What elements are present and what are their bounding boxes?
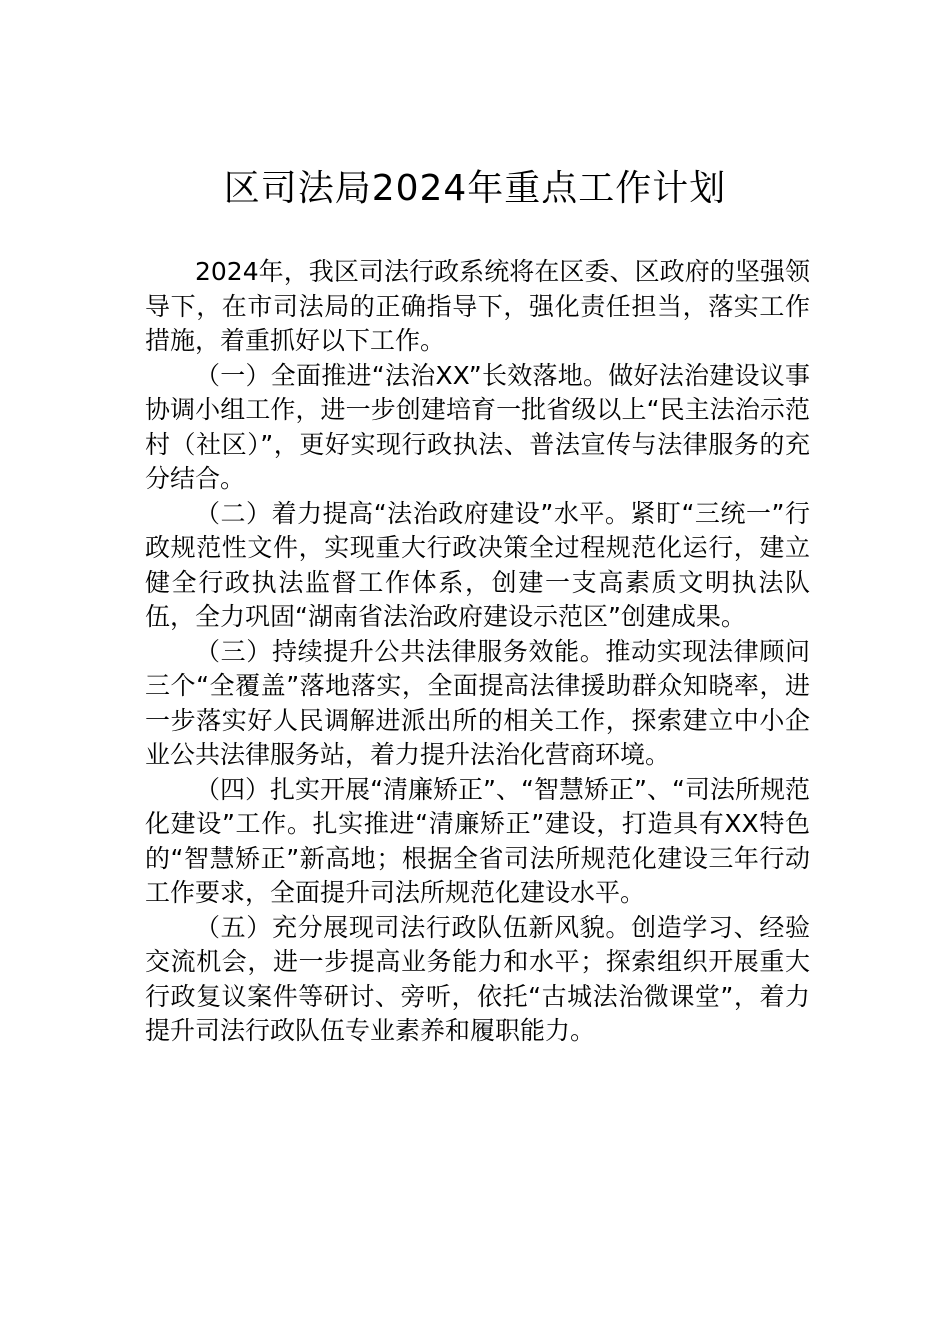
paragraph-section-1: （一）全面推进“法治XX”长效落地。做好法治建设议事协调小组工作，进一步创建培育一批省级以上“民主法治示范村（社区）”，更好实现行政执法、普法宣传与法律服务的充分结合。 <box>145 360 810 493</box>
paragraph-intro: 2024年，我区司法行政系统将在区委、区政府的坚强领导下，在市司法局的正确指导下，强化责任担当，落实工作措施，着重抓好以下工作。 <box>145 257 810 355</box>
document-title: 区司法局2024年重点工作计划 <box>223 168 727 209</box>
paragraph-section-5: （五）充分展现司法行政队伍新风貌。创造学习、经验交流机会，进一步提高业务能力和水平；探索组织开展重大行政复议案件等研讨、旁听，依托“古城法治微课堂”，着力提升司法行政队伍专业素养和履职能力。 <box>145 912 810 1045</box>
document-body <box>145 255 810 1049</box>
paragraph-section-2: （二）着力提高“法治政府建设”水平。紧盯“三统一”行政规范性文件，实现重大行政决策全过程规范化运行，建立健全行政执法监督工作体系，创建一支高素质文明执法队伍，全力巩固“湖南省法治政府建设示范区”创建成果。 <box>145 498 810 631</box>
paragraph-section-3: （三）持续提升公共法律服务效能。推动实现法律顾问三个“全覆盖”落地落实，全面提高法律援助群众知晓率，进一步落实好人民调解进派出所的相关工作，探索建立中小企业公共法律服务站，着力提升法治化营商环境。 <box>145 636 810 769</box>
paragraph-section-4: （四）扎实开展“清廉矫正”、“智慧矫正”、“司法所规范化建设”工作。扎实推进“清廉矫正”建设，打造具有XX特色的“智慧矫正”新高地；根据全省司法所规范化建设三年行动工作要求，全面提升司法所规范化建设水平。 <box>145 774 810 907</box>
